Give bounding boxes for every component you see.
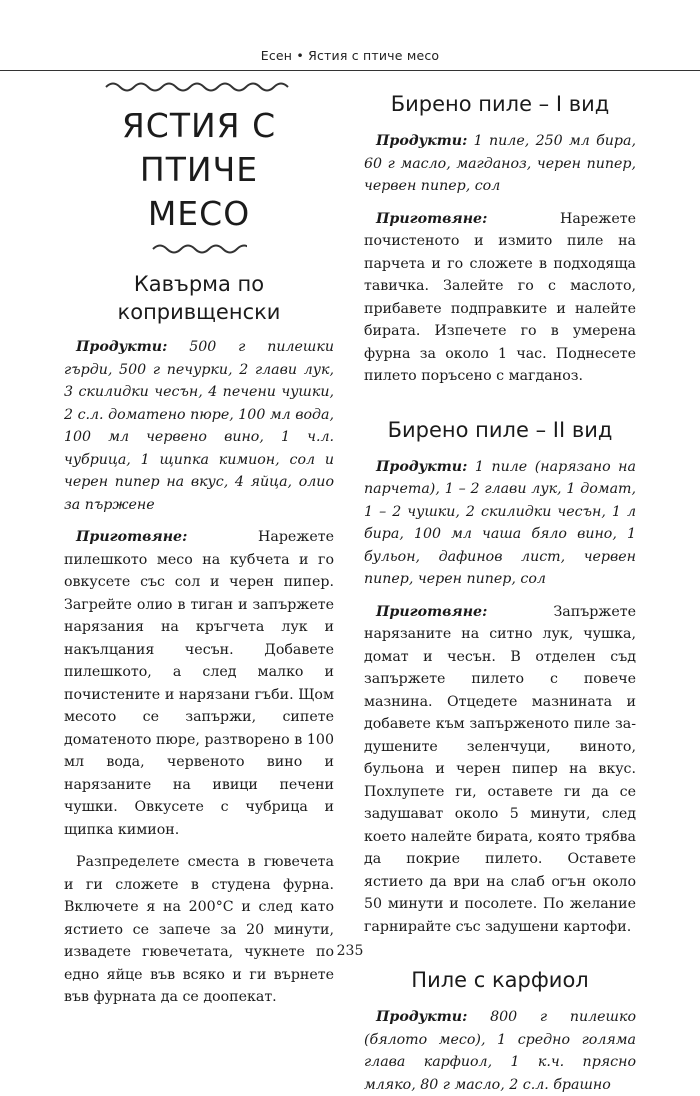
preparation-paragraph [364, 208, 636, 388]
ingredients-paragraph [64, 336, 334, 516]
ingredients-label: Продукти: [376, 133, 468, 149]
recipe-title-kavarma [64, 270, 334, 326]
preparation-label: Приготвяне: [376, 210, 488, 227]
recipe-title-line-1: Кавърма по [133, 272, 265, 296]
chapter-title-line-1: ЯСТИЯ С ПТИЧЕ [121, 106, 277, 189]
ingredients-text: 800 г пилешко (бялото месо), 1 средно голяма глава карфиол, 1 к.ч. прясно мляко, 80 г масло, 2 с.л. брашно [364, 1009, 636, 1093]
preparation-text: Запържете нарязаните на ситно лук, чушка, домат и чесън. В отделен съд запържете пилето с повече мазнина. Отцедете мазнината и добавете към запърженото пиле задушените зеленчуци, виното, бульона и черен пипер на вкус. Похлупете ги, оставете ги да се задушават около 5 минути, след което налейте бирата, която трябва да покрие пилето. Оставете ястието да ври на слаб огън около 50 минути и посолете. По желание гарнирайте със задушени картофи. [364, 603, 636, 935]
left-column [64, 80, 334, 1009]
preparation-text: Нарежете пилешкото месо на кубчета и го овкусете със сол и черен пипер. Загрейте олио в тиган и запържете нарязания на кръгчета лук и накълцания чесън. Добавете пилешкото, а след малко и почистените и нарязани гъби. Щом месото се запържи, сипете доматеното пюре, разтворено в 100 мл вода, червеното вино и нарязаните на ивици печени чушки. Овкусете с чубрица и щипка кимион. [64, 529, 334, 838]
ingredients-label: Продукти: [376, 458, 468, 475]
recipe-title-chicken-cauliflower: Пиле с карфиол [411, 968, 589, 992]
squiggle-ornament-bottom [151, 242, 247, 256]
preparation-label: Приготвяне: [76, 529, 188, 545]
squiggle-ornament-top [104, 80, 294, 94]
recipe-title-beer-chicken-2: Бирено пиле – II вид [387, 417, 613, 442]
ingredients-paragraph [364, 1006, 636, 1096]
ingredients-paragraph [364, 456, 636, 591]
running-header [0, 46, 700, 71]
ingredients-text: 1 пиле (нарязано на парчета), 1 – 2 глави лук, 1 домат, 1 – 2 чушки, 2 скилидки чесън, 1 л бира, 100 мл чаша бяло вино, 1 бульон, дафинов лист, червен пипер, черен пипер, сол [364, 458, 636, 587]
ingredients-paragraph [364, 130, 636, 198]
preparation-label: Приготвяне: [376, 603, 488, 620]
recipe-title-beer-chicken-1: Бирено пиле – I вид [390, 92, 610, 116]
preparation-continued-paragraph: Разпределете сместа в гювечета и ги сложете в студена фурна. Включете я на 200°C и след като ястието се запече за 20 минути, извадете гювечетата, чукнете по едно яйце във всяко и ги върнете във фурната да се доопекат. [64, 854, 334, 1005]
ingredients-label: Продукти: [76, 339, 168, 355]
running-title: Есен • Ястия с птиче месо [260, 48, 440, 63]
ingredients-label: Продукти: [376, 1009, 468, 1025]
chapter-title-line-2: МЕСО [147, 194, 251, 233]
preparation-text: Нарежете почистеното и измито пиле на парчета и го сложете в подходяща тавичка. Залейте го с маслото, прибавете подправките и налейте бирата. Изпечете го в умерена фурна за около 1 час. Поднесете пилето поръсено с магданоз. [364, 210, 636, 384]
chapter-title [64, 104, 334, 236]
ingredients-text: 1 пиле, 250 мл бира, 60 г масло, магданоз, черен пипер, червен пипер, сол [364, 133, 636, 194]
recipe-title-line-2: копривщенски [117, 300, 281, 324]
page-number: 235 [336, 943, 364, 959]
preparation-paragraph [364, 601, 636, 939]
preparation-paragraph [64, 526, 334, 841]
ingredients-text: 500 г пилешки гърди, 500 г печурки, 2 глави лук, 3 скилидки чесън, 4 печени чушки, 2 с.л. доматено пюре, 100 мл вода, 100 мл червено вино, 1 ч.л. чубрица, 1 щипка кимион, сол и черен пипер на вкус, 4 яйца, олио за пържене [64, 339, 334, 513]
